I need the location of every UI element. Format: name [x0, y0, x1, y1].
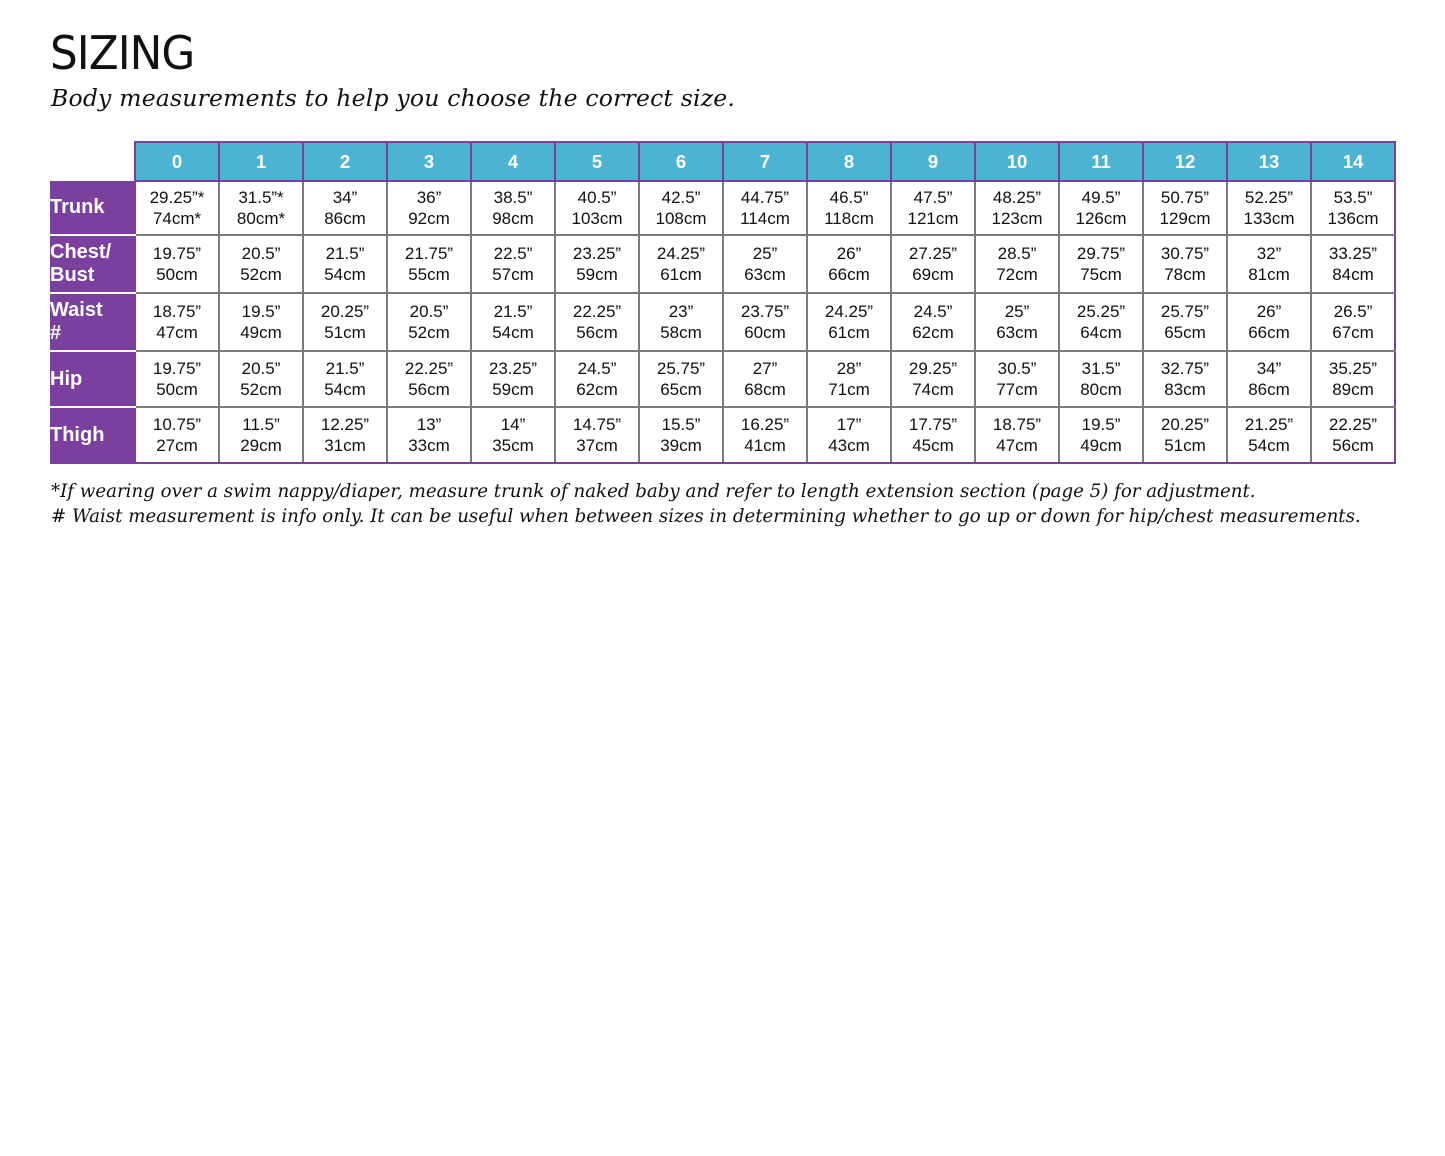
measurement-cm: 50cm	[156, 380, 198, 399]
measurement-cell	[219, 351, 303, 407]
measurement-cm: 129cm	[1159, 209, 1211, 228]
measurement-cell	[387, 351, 471, 407]
measurement-inches: 30.5”	[997, 359, 1037, 378]
measurement-cm: 77cm	[996, 380, 1038, 399]
measurement-cm: 67cm	[1332, 323, 1374, 342]
measurement-inches: 33.25”	[1328, 244, 1378, 263]
measurement-inches: 20.25”	[1160, 415, 1210, 434]
measurement-cm: 35cm	[492, 436, 534, 455]
measurement-cell	[807, 235, 891, 293]
measurement-cell	[471, 235, 555, 293]
measurement-inches: 29.25”*	[149, 188, 205, 207]
measurement-cm: 63cm	[744, 265, 786, 284]
size-header-9: 9	[891, 142, 975, 181]
measurement-inches: 19.75”	[152, 359, 202, 378]
measurement-cell	[303, 293, 387, 351]
measurement-inches: 19.5”	[1081, 415, 1121, 434]
size-header-4: 4	[471, 142, 555, 181]
measurement-inches: 47.5”	[913, 188, 953, 207]
measurement-cell	[891, 235, 975, 293]
measurement-cm: 72cm	[996, 265, 1038, 284]
measurement-inches: 31.5”	[1081, 359, 1121, 378]
measurement-cell	[471, 181, 555, 235]
measurement-cell	[303, 235, 387, 293]
measurement-inches: 32”	[1256, 244, 1282, 263]
footnotes	[51, 480, 1371, 529]
measurement-inches: 18.75”	[992, 415, 1042, 434]
measurement-cm: 50cm	[156, 265, 198, 284]
measurement-inches: 17”	[836, 415, 862, 434]
measurement-inches: 16.25”	[740, 415, 790, 434]
measurement-cm: 114cm	[740, 209, 790, 228]
measurement-cell	[1227, 351, 1311, 407]
measurement-cell	[1143, 407, 1227, 463]
measurement-cm: 68cm	[744, 380, 786, 399]
measurement-cm: 54cm	[1248, 436, 1290, 455]
measurement-inches: 25.75”	[656, 359, 706, 378]
measurement-cell	[1059, 235, 1143, 293]
measurement-inches: 24.5”	[913, 302, 953, 321]
measurement-cm: 62cm	[912, 323, 954, 342]
measurement-cell	[1311, 351, 1395, 407]
measurement-inches: 12.25”	[320, 415, 370, 434]
measurement-inches: 30.75”	[1160, 244, 1210, 263]
table-row	[50, 181, 1395, 235]
measurement-inches: 24.5”	[577, 359, 617, 378]
measurement-cm: 83cm	[1164, 380, 1206, 399]
measurement-inches: 21.5”	[325, 359, 365, 378]
measurement-inches: 32.75”	[1160, 359, 1210, 378]
measurement-inches: 19.5”	[241, 302, 281, 321]
measurement-cm: 47cm	[996, 436, 1038, 455]
measurement-cell	[387, 181, 471, 235]
measurement-inches: 46.5”	[829, 188, 869, 207]
measurement-inches: 34”	[332, 188, 358, 207]
measurement-inches: 42.5”	[661, 188, 701, 207]
measurement-cell	[891, 293, 975, 351]
measurement-cell	[1059, 293, 1143, 351]
table-row	[50, 293, 1395, 351]
row-label-line: Thigh	[50, 423, 105, 446]
measurement-inches: 21.75”	[404, 244, 454, 263]
row-label	[50, 293, 135, 351]
size-header-8: 8	[807, 142, 891, 181]
measurement-cm: 33cm	[408, 436, 450, 455]
size-header-5: 5	[555, 142, 639, 181]
measurement-inches: 31.5”*	[238, 188, 284, 207]
measurement-inches: 24.25”	[824, 302, 874, 321]
measurement-inches: 22.25”	[404, 359, 454, 378]
measurement-inches: 48.25”	[992, 188, 1042, 207]
row-label-line: #	[50, 322, 62, 344]
measurement-cell	[555, 407, 639, 463]
size-header-3: 3	[387, 142, 471, 181]
measurement-cell	[723, 235, 807, 293]
measurement-inches: 13”	[416, 415, 442, 434]
measurement-cm: 71cm	[828, 380, 870, 399]
measurement-inches: 36”	[416, 188, 442, 207]
measurement-inches: 38.5”	[493, 188, 533, 207]
measurement-cm: 58cm	[660, 323, 702, 342]
measurement-inches: 27”	[752, 359, 778, 378]
measurement-cm: 80cm	[1080, 380, 1122, 399]
measurement-cell	[807, 407, 891, 463]
measurement-cm: 133cm	[1243, 209, 1295, 228]
measurement-inches: 25”	[752, 244, 778, 263]
measurement-cm: 51cm	[324, 323, 366, 342]
measurement-inches: 40.5”	[577, 188, 617, 207]
measurement-inches: 15.5”	[661, 415, 701, 434]
size-header-7: 7	[723, 142, 807, 181]
measurement-cm: 86cm	[1248, 380, 1290, 399]
measurement-cell	[975, 407, 1059, 463]
measurement-cm: 80cm*	[236, 209, 286, 228]
measurement-inches: 25”	[1004, 302, 1030, 321]
measurement-cm: 55cm	[408, 265, 450, 284]
measurement-cm: 62cm	[576, 380, 618, 399]
measurement-cell	[219, 181, 303, 235]
measurement-cm: 49cm	[240, 323, 282, 342]
measurement-inches: 28”	[836, 359, 862, 378]
footnote-waist: # Waist measurement is info only. It can be useful when between sizes in determining whether to go up or down for hip/chest measurements.	[51, 505, 1361, 527]
measurement-cell	[1227, 407, 1311, 463]
measurement-inches: 20.25”	[320, 302, 370, 321]
measurement-inches: 23”	[668, 302, 694, 321]
measurement-cell	[219, 235, 303, 293]
measurement-cm: 56cm	[1332, 436, 1374, 455]
row-label-line: Hip	[50, 367, 83, 390]
measurement-cm: 51cm	[1164, 436, 1206, 455]
measurement-inches: 23.75”	[740, 302, 790, 321]
measurement-cell	[387, 235, 471, 293]
measurement-cm: 86cm	[324, 209, 366, 228]
measurement-cell	[1059, 407, 1143, 463]
measurement-cell	[555, 181, 639, 235]
measurement-cm: 54cm	[324, 380, 366, 399]
measurement-cell	[1227, 181, 1311, 235]
measurement-cm: 39cm	[660, 436, 702, 455]
measurement-cell	[639, 351, 723, 407]
measurement-cell	[1227, 235, 1311, 293]
measurement-cm: 49cm	[1080, 436, 1122, 455]
measurement-cell	[639, 235, 723, 293]
measurement-inches: 26.5”	[1333, 302, 1373, 321]
measurement-inches: 14.75”	[572, 415, 622, 434]
measurement-inches: 29.25”	[908, 359, 958, 378]
measurement-inches: 27.25”	[908, 244, 958, 263]
measurement-cell	[807, 351, 891, 407]
measurement-inches: 23.25”	[572, 244, 622, 263]
measurement-inches: 10.75”	[152, 415, 202, 434]
measurement-inches: 14”	[500, 415, 526, 434]
measurement-inches: 17.75”	[908, 415, 958, 434]
measurement-cm: 75cm	[1080, 265, 1122, 284]
measurement-cm: 98cm	[492, 209, 534, 228]
measurement-cm: 47cm	[156, 323, 198, 342]
measurement-inches: 53.5”	[1333, 188, 1373, 207]
size-header-2: 2	[303, 142, 387, 181]
measurement-cell	[1311, 181, 1395, 235]
measurement-cell	[303, 407, 387, 463]
measurement-cm: 59cm	[576, 265, 618, 284]
table-row	[50, 407, 1395, 463]
size-header-12: 12	[1143, 142, 1227, 181]
measurement-cm: 27cm	[156, 436, 198, 455]
measurement-cm: 59cm	[492, 380, 534, 399]
measurement-inches: 24.25”	[656, 244, 706, 263]
measurement-cm: 126cm	[1075, 209, 1127, 228]
measurement-cell	[1143, 181, 1227, 235]
measurement-cell	[723, 351, 807, 407]
measurement-cm: 64cm	[1080, 323, 1122, 342]
measurement-cell	[639, 293, 723, 351]
measurement-cm: 65cm	[1164, 323, 1206, 342]
measurement-cell	[135, 293, 219, 351]
table-body	[50, 181, 1395, 463]
measurement-cm: 41cm	[744, 436, 786, 455]
measurement-cell	[1143, 235, 1227, 293]
measurement-cell	[303, 351, 387, 407]
measurement-cm: 121cm	[907, 209, 959, 228]
measurement-cell	[1143, 293, 1227, 351]
measurement-cell	[1227, 293, 1311, 351]
measurement-cm: 74cm*	[152, 209, 202, 228]
measurement-cell	[723, 293, 807, 351]
measurement-cm: 45cm	[912, 436, 954, 455]
measurement-cell	[891, 181, 975, 235]
measurement-inches: 26”	[1256, 302, 1282, 321]
measurement-inches: 28.5”	[997, 244, 1037, 263]
row-label	[50, 407, 135, 463]
row-label-line: Chest/	[50, 241, 112, 263]
size-header-11: 11	[1059, 142, 1143, 181]
measurement-cm: 118cm	[824, 209, 874, 228]
measurement-cell	[555, 351, 639, 407]
measurement-cell	[975, 235, 1059, 293]
measurement-cm: 103cm	[571, 209, 623, 228]
measurement-cm: 56cm	[576, 323, 618, 342]
measurement-inches: 25.25”	[1076, 302, 1126, 321]
measurement-inches: 23.25”	[488, 359, 538, 378]
measurement-cm: 31cm	[324, 436, 366, 455]
measurement-cm: 108cm	[655, 209, 707, 228]
measurement-cm: 52cm	[240, 265, 282, 284]
measurement-cm: 89cm	[1332, 380, 1374, 399]
measurement-cell	[135, 351, 219, 407]
measurement-cell	[891, 351, 975, 407]
measurement-inches: 22.5”	[493, 244, 533, 263]
measurement-cell	[135, 407, 219, 463]
size-header-13: 13	[1227, 142, 1311, 181]
measurement-inches: 25.75”	[1160, 302, 1210, 321]
measurement-cm: 37cm	[576, 436, 618, 455]
sizing-table	[50, 141, 1396, 464]
measurement-inches: 22.25”	[572, 302, 622, 321]
measurement-cm: 81cm	[1248, 265, 1290, 284]
size-header-0: 0	[135, 142, 219, 181]
measurement-cm: 65cm	[660, 380, 702, 399]
measurement-cm: 29cm	[240, 436, 282, 455]
measurement-cm: 56cm	[408, 380, 450, 399]
row-label-line: Trunk	[50, 196, 105, 218]
size-header-1: 1	[219, 142, 303, 181]
measurement-inches: 22.25”	[1328, 415, 1378, 434]
page-title: SIZING	[50, 26, 195, 80]
measurement-inches: 29.75”	[1076, 244, 1126, 263]
row-label	[50, 235, 135, 293]
measurement-cell	[471, 351, 555, 407]
measurement-inches: 20.5”	[241, 244, 281, 263]
measurement-cell	[555, 293, 639, 351]
size-header-10: 10	[975, 142, 1059, 181]
page-subtitle: Body measurements to help you choose the correct size.	[51, 84, 736, 112]
row-label	[50, 181, 135, 235]
measurement-cm: 84cm	[1332, 265, 1374, 284]
measurement-inches: 20.5”	[409, 302, 449, 321]
measurement-cm: 57cm	[492, 265, 534, 284]
footnote-trunk: *If wearing over a swim nappy/diaper, measure trunk of naked baby and refer to length extension section (page 5) for adjustment.	[51, 481, 1256, 502]
measurement-inches: 50.75”	[1160, 188, 1210, 207]
measurement-cm: 92cm	[408, 209, 450, 228]
measurement-cm: 61cm	[828, 323, 870, 342]
measurement-cm: 54cm	[324, 265, 366, 284]
measurement-cm: 52cm	[408, 323, 450, 342]
measurement-inches: 21.5”	[493, 302, 533, 321]
measurement-inches: 18.75”	[152, 302, 202, 321]
measurement-inches: 52.25”	[1244, 188, 1294, 207]
measurement-cell	[807, 293, 891, 351]
measurement-cm: 54cm	[492, 323, 534, 342]
measurement-cell	[1311, 293, 1395, 351]
size-header-6: 6	[639, 142, 723, 181]
measurement-cell	[555, 235, 639, 293]
measurement-cm: 66cm	[1248, 323, 1290, 342]
measurement-cell	[723, 181, 807, 235]
measurement-cell	[723, 407, 807, 463]
table-row	[50, 351, 1395, 407]
measurement-cell	[135, 235, 219, 293]
measurement-cell	[219, 293, 303, 351]
measurement-cm: 63cm	[996, 323, 1038, 342]
measurement-cm: 123cm	[991, 209, 1043, 228]
measurement-cm: 69cm	[912, 265, 954, 284]
measurement-inches: 21.25”	[1244, 415, 1294, 434]
measurement-cell	[1059, 181, 1143, 235]
measurement-cm: 66cm	[828, 265, 870, 284]
row-label-line: Bust	[50, 264, 95, 286]
measurement-cell	[135, 181, 219, 235]
measurement-cell	[975, 293, 1059, 351]
measurement-cm: 136cm	[1327, 209, 1379, 228]
measurement-cm: 43cm	[828, 436, 870, 455]
measurement-cell	[471, 293, 555, 351]
measurement-cell	[471, 407, 555, 463]
measurement-cm: 52cm	[240, 380, 282, 399]
row-label-line: Waist	[50, 299, 103, 321]
measurement-cm: 74cm	[912, 380, 954, 399]
measurement-cell	[975, 181, 1059, 235]
measurement-cell	[387, 407, 471, 463]
measurement-inches: 44.75”	[740, 188, 790, 207]
measurement-cell	[1311, 235, 1395, 293]
table-corner	[50, 142, 135, 181]
size-header-14: 14	[1311, 142, 1395, 181]
measurement-inches: 19.75”	[152, 244, 202, 263]
measurement-cm: 78cm	[1164, 265, 1206, 284]
measurement-cell	[1143, 351, 1227, 407]
size-header-row	[50, 142, 1395, 181]
measurement-inches: 35.25”	[1328, 359, 1378, 378]
measurement-cell	[639, 407, 723, 463]
measurement-cell	[891, 407, 975, 463]
measurement-cell	[807, 181, 891, 235]
measurement-inches: 20.5”	[241, 359, 281, 378]
measurement-cell	[219, 407, 303, 463]
measurement-cell	[387, 293, 471, 351]
measurement-cell	[1311, 407, 1395, 463]
measurement-inches: 49.5”	[1081, 188, 1121, 207]
measurement-cell	[975, 351, 1059, 407]
measurement-inches: 11.5”	[242, 415, 280, 434]
measurement-inches: 21.5”	[325, 244, 365, 263]
measurement-cell	[303, 181, 387, 235]
measurement-inches: 26”	[836, 244, 862, 263]
measurement-cm: 61cm	[660, 265, 702, 284]
measurement-cell	[1059, 351, 1143, 407]
measurement-cell	[639, 181, 723, 235]
row-label	[50, 351, 135, 407]
measurement-cm: 60cm	[744, 323, 786, 342]
measurement-inches: 34”	[1256, 359, 1282, 378]
table-row	[50, 235, 1395, 293]
